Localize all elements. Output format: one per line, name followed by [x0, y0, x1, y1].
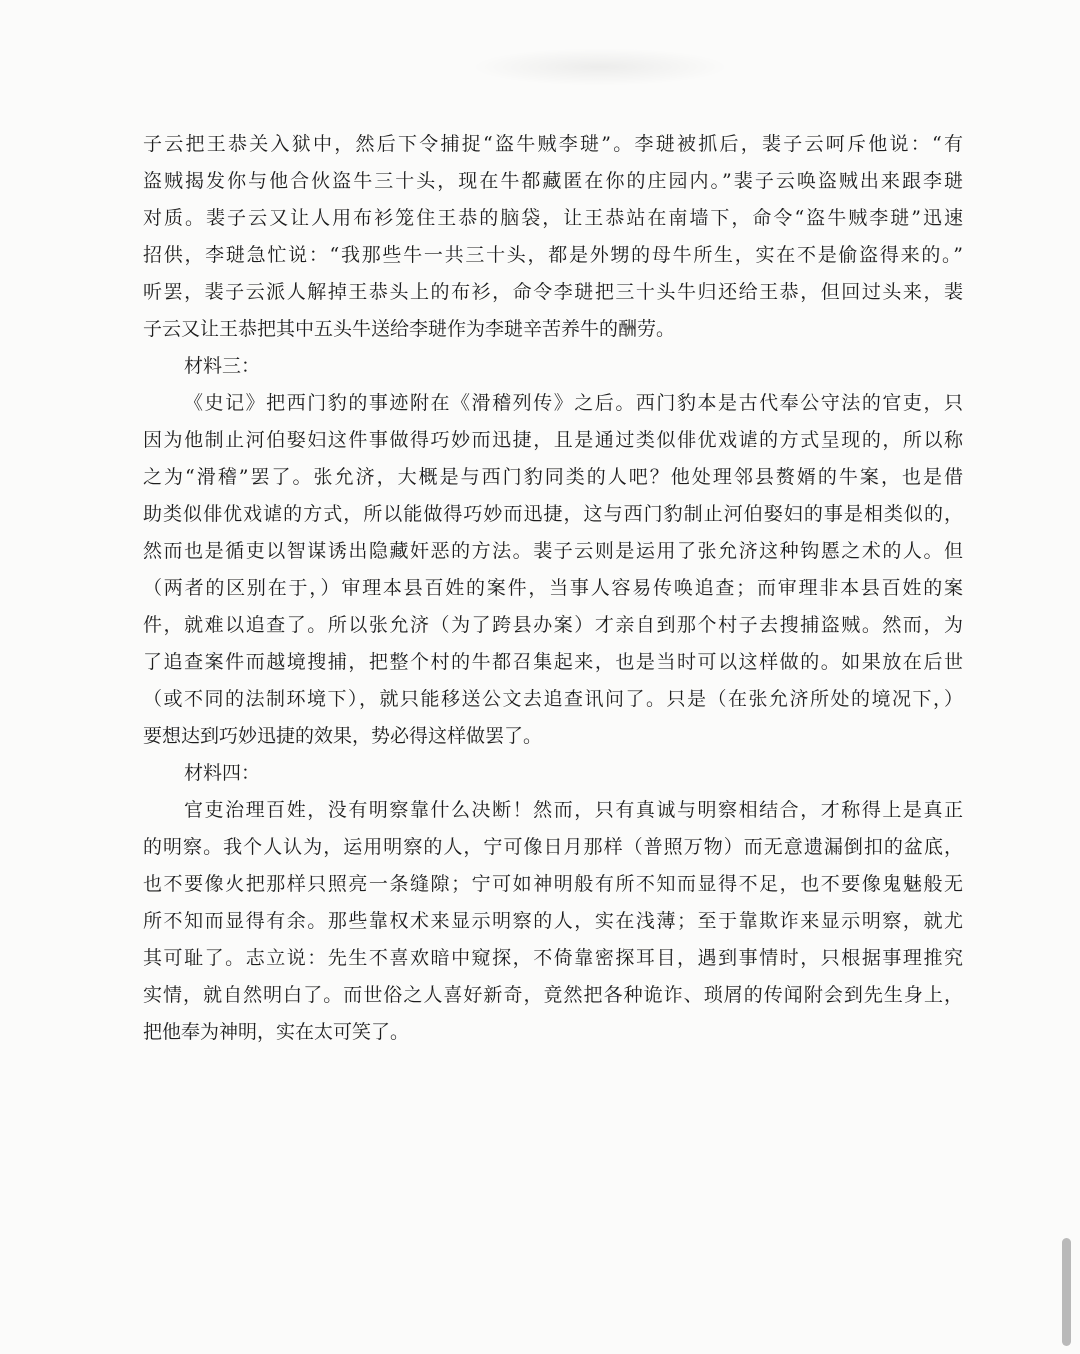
material4-line-4: 所不知而显得有余。那些靠权术来显示明察的人，实在浅薄；至于靠欺诈来显示明察，就尤	[143, 910, 963, 932]
material3-heading: 材料三：	[184, 355, 261, 377]
material2-line-4: 招供，李琎急忙说：“我那些牛一共三十头，都是外甥的母牛所生，实在不是偷盗得来的。”	[143, 244, 963, 266]
material4-line-6: 实情，就自然明白了。而世俗之人喜好新奇，竟然把各种诡诈、琐屑的传闻附会到先生身上，	[143, 984, 963, 1006]
material4-line-2: 的明察。我个人认为，运用明察的人，宁可像日月那样（普照万物）而无意遗漏倒扣的盆底，	[143, 836, 963, 858]
material2-line-2: 盗贼揭发你与他合伙盗牛三十头，现在牛都藏匿在你的庄园内。”裴子云唤盗贼出来跟李琎	[143, 170, 963, 192]
material2-line-5: 听罢，裴子云派人解掉王恭头上的布衫，命令李琎把三十头牛归还给王恭，但回过头来，裴	[143, 281, 963, 303]
scan-shadow	[470, 48, 730, 86]
document-body	[143, 126, 963, 1051]
material2-line-6: 子云又让王恭把其中五头牛送给李琎作为李琎辛苦养牛的酬劳。	[143, 318, 676, 340]
material4-heading: 材料四：	[184, 762, 261, 784]
material3-line-7: 件，就难以追查了。所以张允济（为了跨县办案）才亲自到那个村子去搜捕盗贼。然而，为	[143, 614, 963, 636]
material3-line-5: 然而也是循吏以智谋诱出隐藏奸恶的方法。裴子云则是运用了张允济这种钩慝之术的人。但	[143, 540, 963, 562]
material3-line-6: （两者的区别在于，）审理本县百姓的案件，当事人容易传唤追查；而审理非本县百姓的案	[143, 577, 963, 599]
material3-line-2: 因为他制止河伯娶妇这件事做得巧妙而迅捷，且是通过类似俳优戏谑的方式呈现的，所以称	[143, 429, 963, 451]
material3-line-10: 要想达到巧妙迅捷的效果，势必得这样做罢了。	[143, 725, 543, 747]
material2-line-1: 子云把王恭关入狱中，然后下令捕捉“盗牛贼李琎”。李琎被抓后，裴子云呵斥他说：“有	[143, 133, 963, 155]
material4-line-5: 其可耻了。志立说：先生不喜欢暗中窥探，不倚靠密探耳目，遇到事情时，只根据事理推究	[143, 947, 963, 969]
material4-line-1: 官吏治理百姓，没有明察靠什么决断！然而，只有真诚与明察相结合，才称得上是真正	[184, 799, 963, 821]
material3-line-1: 《史记》把西门豹的事迹附在《滑稽列传》之后。西门豹本是古代奉公守法的官吏，只	[184, 392, 963, 414]
material3-line-8: 了追查案件而越境搜捕，把整个村的牛都召集起来，也是当时可以这样做的。如果放在后世	[143, 651, 963, 673]
material3-line-3: 之为“滑稽”罢了。张允济，大概是与西门豹同类的人吧？他处理邻县赘婿的牛案，也是借	[143, 466, 963, 488]
material3-line-4: 助类似俳优戏谑的方式，所以能做得巧妙而迅捷，这与西门豹制止河伯娶妇的事是相类似的，	[143, 503, 963, 525]
material4-line-7: 把他奉为神明，实在太可笑了。	[143, 1021, 410, 1043]
material3-line-9: （或不同的法制环境下），就只能移送公文去追查讯问了。只是（在张允济所处的境况下，）	[143, 688, 963, 710]
material4-line-3: 也不要像火把那样只照亮一条缝隙；宁可如神明般有所不知而显得不足，也不要像鬼魅般无	[143, 873, 963, 895]
material2-line-3: 对质。裴子云又让人用布衫笼住王恭的脑袋，让王恭站在南墙下，命令“盗牛贼李琎”迅速	[143, 207, 963, 229]
vertical-scrollbar-thumb[interactable]	[1062, 1238, 1071, 1346]
